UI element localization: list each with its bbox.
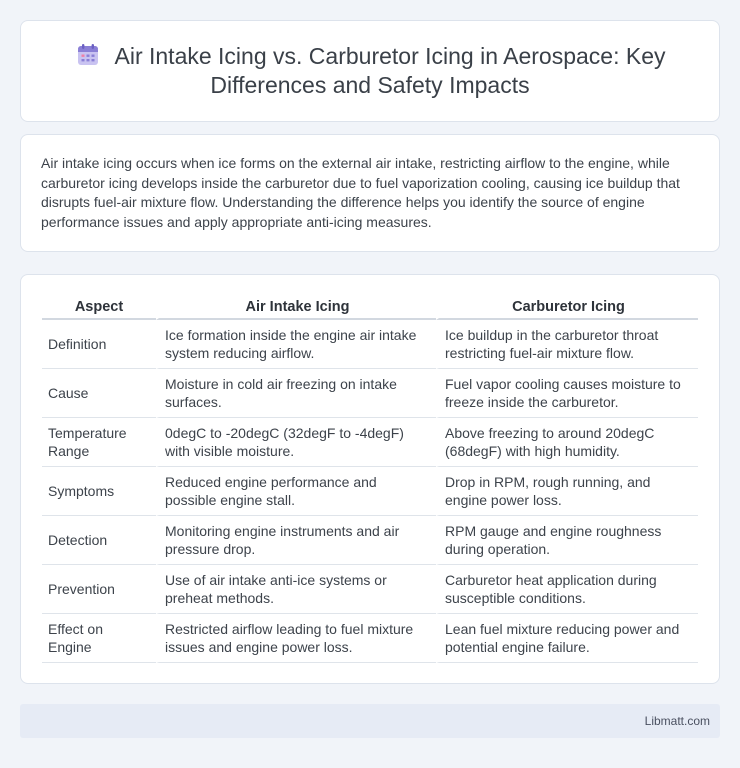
row-carburetor: Drop in RPM, rough running, and engine power loss. [436,467,698,516]
table-row [42,467,698,516]
title-card [20,20,720,122]
row-carburetor: Lean fuel mixture reducing power and potential engine failure. [436,614,698,663]
header-air-intake-icing: Air Intake Icing [156,296,436,320]
calendar-icon [75,42,101,68]
table-row [42,565,698,614]
table-header-row [42,296,698,320]
comparison-card [20,274,720,684]
page-title [51,42,689,100]
row-aspect: Symptoms [42,467,156,516]
row-carburetor: Ice buildup in the carburetor throat restricting fuel-air mixture flow. [436,320,698,369]
page-title-text: Air Intake Icing vs. Carburetor Icing in Aerospace: Key Differences and Safety Impacts [114,43,666,98]
row-aspect: Definition [42,320,156,369]
row-aspect: Effect on Engine [42,614,156,663]
footer-brand[interactable]: Libmatt.com [644,714,710,728]
row-carburetor: Carburetor heat application during susceptible conditions. [436,565,698,614]
comparison-table [42,296,698,663]
row-air-intake: Moisture in cold air freezing on intake surfaces. [156,369,436,418]
row-carburetor: Fuel vapor cooling causes moisture to freeze inside the carburetor. [436,369,698,418]
row-air-intake: Ice formation inside the engine air intake system reducing airflow. [156,320,436,369]
row-air-intake: Use of air intake anti-ice systems or preheat methods. [156,565,436,614]
row-carburetor: RPM gauge and engine roughness during operation. [436,516,698,565]
footer [20,704,720,738]
intro-card [20,134,720,252]
header-carburetor-icing: Carburetor Icing [436,296,698,320]
row-aspect: Detection [42,516,156,565]
table-row [42,320,698,369]
row-air-intake: Restricted airflow leading to fuel mixture issues and engine power loss. [156,614,436,663]
table-row [42,369,698,418]
table-row [42,614,698,663]
header-aspect: Aspect [42,296,156,320]
row-aspect: Cause [42,369,156,418]
row-air-intake: Monitoring engine instruments and air pressure drop. [156,516,436,565]
row-aspect: Temperature Range [42,418,156,467]
table-row [42,418,698,467]
row-carburetor: Above freezing to around 20degC (68degF) with high humidity. [436,418,698,467]
intro-paragraph: Air intake icing occurs when ice forms on the external air intake, restricting airflow to the engine, while carburetor icing develops inside the carburetor due to fuel vaporization cooling, causing ice buildup that disrupts fuel-air mixture flow. Understanding the difference helps you identify the source of engine performance issues and apply appropriate anti-icing measures. [41,155,680,230]
table-row [42,516,698,565]
row-air-intake: 0degC to -20degC (32degF to -4degF) with visible moisture. [156,418,436,467]
row-air-intake: Reduced engine performance and possible engine stall. [156,467,436,516]
row-aspect: Prevention [42,565,156,614]
